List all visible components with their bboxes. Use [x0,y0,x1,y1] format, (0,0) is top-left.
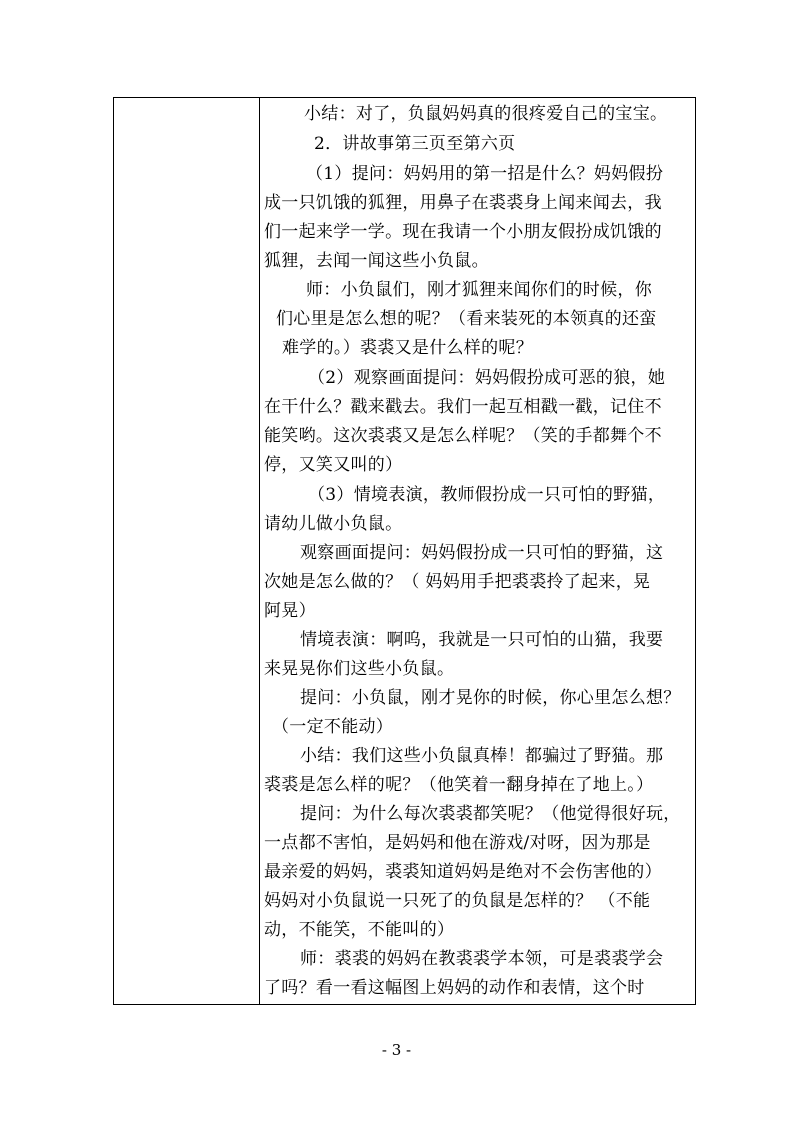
text-line: 能笑哟。这次裘裘又是怎么样呢？（笑的手都舞个不 [264,426,662,446]
text-line: （1）提问：妈妈用的第一招是什么？妈妈假扮 [306,164,664,184]
lesson-content-cell [260,98,695,1004]
text-line: 提问：为什么每次裘裘都笑呢？（他觉得很好玩， [300,804,681,824]
text-line: （2）观察画面提问：妈妈假扮成可恶的狼，她 [308,368,666,388]
text-line: 阿晃） [264,601,316,621]
page-number: - 3 - [381,1041,412,1059]
text-line: 们一起来学一学。现在我请一个小朋友假扮成饥饿的 [264,222,662,242]
text-line: 提问：小负鼠，刚才晃你的时候，你心里怎么想？ [300,688,681,708]
text-line: 次她是怎么做的？（ 妈妈用手把裘裘拎了起来，晃 [264,572,651,592]
text-line: 们心里是怎么想的呢？（看来装死的本领真的还蛮 [276,309,657,329]
text-line: 难学的。）裘裘又是什么样的呢？ [282,338,533,358]
text-line: 妈妈对小负鼠说一只死了的负鼠是怎样的？ （不能 [264,891,651,911]
text-line: 了吗？看一看这幅图上妈妈的动作和表情，这个时 [264,978,645,998]
text-line: 一点都不害怕，是妈妈和他在游戏/对呀，因为那是 [264,833,651,853]
text-line: 师：小负鼠们，刚才狐狸来闻你们的时候，你 [306,280,652,300]
left-empty-column [114,98,260,1004]
text-line: 观察画面提问：妈妈假扮成一只可怕的野猫，这 [300,543,664,563]
text-line: 动，不能笑，不能叫的） [264,920,455,940]
text-line: 在干什么？戳来戳去。我们一起互相戳一戳，记住不 [264,397,662,417]
text-line: 情境表演：啊呜，我就是一只可怕的山猫，我要 [300,630,664,650]
text-line: 请幼儿做小负鼠。 [264,514,403,534]
document-table [113,97,696,1005]
text-line: 2．讲故事第三页至第六页 [314,134,516,154]
text-line: 裘裘是怎么样的呢？（他笑着一翻身掉在了地上。） [264,775,654,795]
text-line: 狐狸，去闻一闻这些小负鼠。 [264,251,489,271]
text-line: 来晃晃你们这些小负鼠。 [264,659,455,679]
text-line: 停，又笑又叫的） [264,455,403,475]
text-line: 成一只饥饿的狐狸，用鼻子在裘裘身上闻来闻去，我 [264,193,662,213]
text-line: 师：裘裘的妈妈在教裘裘学本领，可是裘裘学会 [300,949,664,969]
text-line: （一定不能动） [272,717,394,737]
text-line: 最亲爱的妈妈，裘裘知道妈妈是绝对不会伤害他的） [264,862,662,882]
text-line: 小结：我们这些小负鼠真棒！都骗过了野猫。那 [300,746,664,766]
text-line: （3）情境表演，教师假扮成一只可怕的野猫， [308,485,666,505]
text-line: 小结：对了，负鼠妈妈真的很疼爱自己的宝宝。 [304,104,668,124]
